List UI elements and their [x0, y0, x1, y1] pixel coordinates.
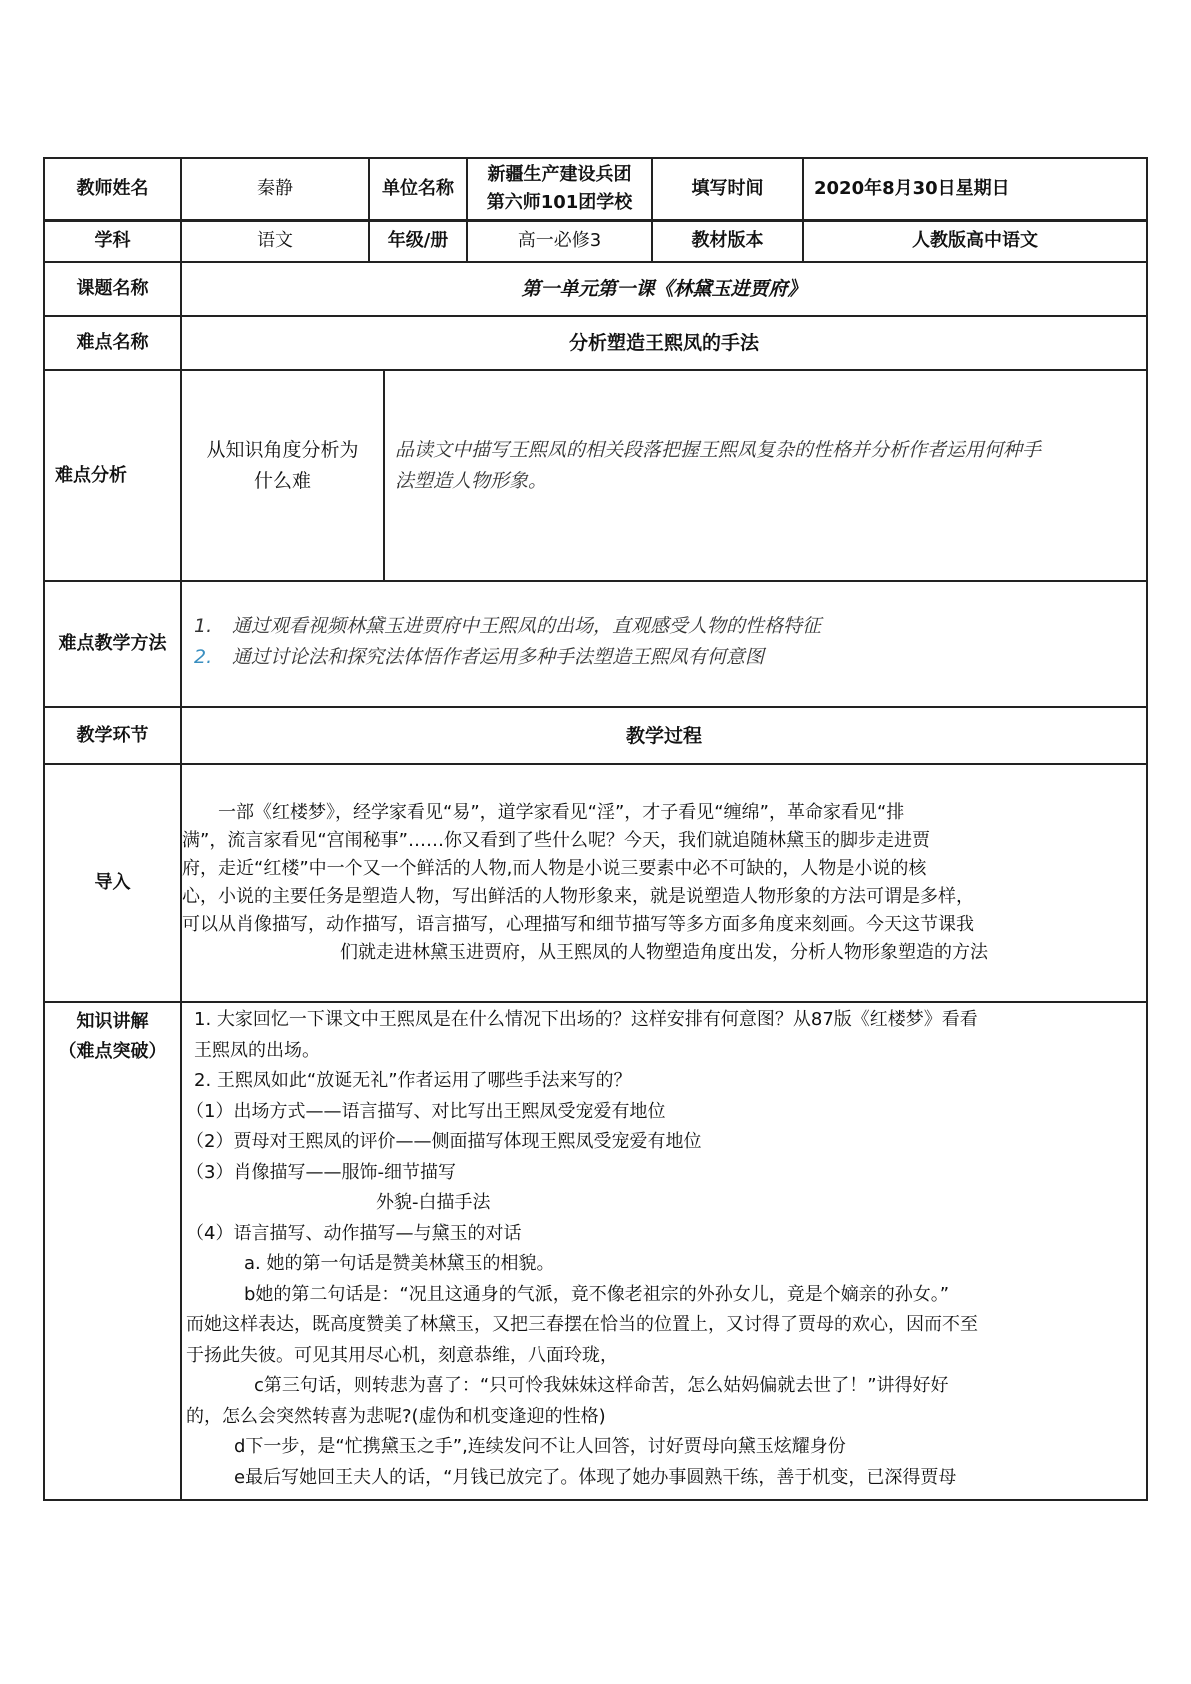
- knowledge-label-line2: （难点突破）: [58, 1041, 167, 1062]
- knowledge-line: （3）肖像描写——服饰-细节描写: [186, 1161, 456, 1183]
- subject-value: 语文: [181, 220, 369, 262]
- knowledge-line: 于扬此失彼。可见其用尽心机，刻意恭维，八面玲珑，: [186, 1344, 618, 1366]
- knowledge-line: 王熙凤的出场。: [194, 1039, 320, 1061]
- intro-line: 府，走近“红楼”中一个又一个鲜活的人物,而人物是小说三要素中必不可缺的，人物是小说的核: [182, 858, 927, 879]
- knowledge-line: 2. 王熙凤如此“放诞无礼”作者运用了哪些手法来写的？: [194, 1070, 632, 1091]
- knowledge-line: 的，怎么会突然转喜为悲呢?(虚伪和机变逢迎的性格): [186, 1405, 606, 1427]
- intro-line: 们就走进林黛玉进贾府，从王熙凤的人物塑造角度出发，分析人物形象塑造的方法: [340, 942, 988, 963]
- knowledge-text: [181, 1002, 1147, 1500]
- difficulty-label: 难点名称: [44, 316, 181, 370]
- method-item-text: 通过讨论法和探究法体悟作者运用多种手法塑造王熙凤有何意图: [232, 646, 765, 668]
- process-label: 教学环节: [44, 707, 181, 764]
- unit-name-label: 单位名称: [369, 158, 467, 220]
- intro-line: 一部《红楼梦》，经学家看见“易”，道学家看见“淫”，才子看见“缠绵”，革命家看见“排: [218, 802, 905, 823]
- grade-label: 年级/册: [369, 220, 467, 262]
- analysis-label: 难点分析: [44, 370, 181, 581]
- subject-label: 学科: [44, 220, 181, 262]
- method-item-2: [182, 642, 1146, 673]
- knowledge-label: [44, 1002, 181, 1500]
- row-topic: [44, 262, 1147, 316]
- intro-line: 满”，流言家看见“宫闱秘事”……你又看到了些什么呢？今天，我们就追随林黛玉的脚步走进贾: [182, 830, 930, 851]
- unit-name-value: [467, 158, 652, 220]
- row-knowledge: [44, 1002, 1147, 1500]
- row-difficulty: [44, 316, 1147, 370]
- analysis-cell: [181, 370, 1147, 581]
- intro-line: 心，小说的主要任务是塑造人物，写出鲜活的人物形象来，就是说塑造人物形象的方法可谓是多样，: [182, 886, 974, 907]
- unit-name-line1: 新疆生产建设兵团: [487, 163, 632, 185]
- knowledge-line: b她的第二句话是：“况且这通身的气派，竟不像老祖宗的外孙女儿，竟是个嫡亲的孙女。”: [244, 1283, 950, 1305]
- method-item-text: 通过观看视频林黛玉进贾府中王熙凤的出场，直观感受人物的性格特征: [232, 615, 822, 637]
- method-item-number: 2.: [194, 646, 213, 668]
- knowledge-line: e最后写她回王夫人的话，“月钱已放完了。体现了她办事圆熟干练，善于机变，已深得贾母: [234, 1466, 957, 1488]
- topic-label: 课题名称: [44, 262, 181, 316]
- row-analysis: [44, 370, 1147, 581]
- difficulty-value: 分析塑造王熙凤的手法: [181, 316, 1147, 370]
- row-subject-info: [44, 220, 1147, 262]
- analysis-text-line2: 法塑造人物形象。: [395, 469, 548, 492]
- edition-label: 教材版本: [652, 220, 803, 262]
- analysis-inner: [182, 371, 1146, 580]
- topic-value: 第一单元第一课《林黛玉进贾府》: [181, 262, 1147, 316]
- row-method: [44, 581, 1147, 707]
- knowledge-label-line1: 知识讲解: [76, 1011, 149, 1032]
- teacher-name-value: 秦静: [181, 158, 369, 220]
- row-teacher-info: [44, 158, 1147, 220]
- teacher-name-label: 教师姓名: [44, 158, 181, 220]
- fill-time-value: 2020年8月30日星期日: [803, 158, 1147, 220]
- row-intro: [44, 764, 1147, 1002]
- process-value: 教学过程: [181, 707, 1147, 764]
- knowledge-line: 而她这样表达，既高度赞美了林黛玉，又把三春摆在恰当的位置上，又讨得了贾母的欢心，因而不至: [186, 1314, 978, 1335]
- knowledge-line: a. 她的第一句话是赞美林黛玉的相貌。: [244, 1253, 555, 1274]
- analysis-text-line1: 品读文中描写王熙凤的相关段落把握王熙凤复杂的性格并分析作者运用何种手: [395, 438, 1042, 461]
- method-label: 难点教学方法: [44, 581, 181, 707]
- method-item-number: 1.: [194, 615, 213, 637]
- analysis-knowledge-angle: [182, 371, 384, 580]
- method-item-1: [182, 611, 1146, 642]
- analysis-text: [384, 371, 1146, 580]
- intro-text: [181, 764, 1147, 1002]
- analysis-sub-label-line1: 从知识角度分析为: [206, 438, 359, 461]
- row-process-header: [44, 707, 1147, 764]
- lesson-plan-table: [43, 157, 1148, 1501]
- knowledge-line: 外貌-白描手法: [376, 1192, 491, 1213]
- knowledge-line: （1）出场方式——语言描写、对比写出王熙凤受宠爱有地位: [186, 1100, 666, 1122]
- knowledge-line: c第三句话，则转悲为喜了：“只可怜我妹妹这样命苦，怎么姑妈偏就去世了！”讲得好好: [254, 1375, 949, 1396]
- knowledge-line: （2）贾母对王熙凤的评价——侧面描写体现王熙凤受宠爱有地位: [186, 1131, 702, 1152]
- knowledge-line: d下一步，是“忙携黛玉之手”,连续发问不让人回答，讨好贾母向黛玉炫耀身份: [234, 1436, 846, 1457]
- intro-line: 可以从肖像描写，动作描写，语言描写，心理描写和细节描写等多方面多角度来刻画。今天这节课我: [182, 914, 974, 935]
- knowledge-line: （4）语言描写、动作描写—与黛玉的对话: [186, 1222, 522, 1244]
- edition-value: 人教版高中语文: [803, 220, 1147, 262]
- knowledge-line: 1. 大家回忆一下课文中王熙凤是在什么情况下出场的？这样安排有何意图？从87版《红楼梦》看看: [194, 1009, 978, 1030]
- analysis-sub-label-line2: 什么难: [253, 469, 311, 492]
- unit-name-line2: 第六师101团学校: [486, 191, 633, 213]
- grade-value: 高一必修3: [467, 220, 652, 262]
- intro-label: 导入: [44, 764, 181, 1002]
- method-list: [181, 581, 1147, 707]
- fill-time-label: 填写时间: [652, 158, 803, 220]
